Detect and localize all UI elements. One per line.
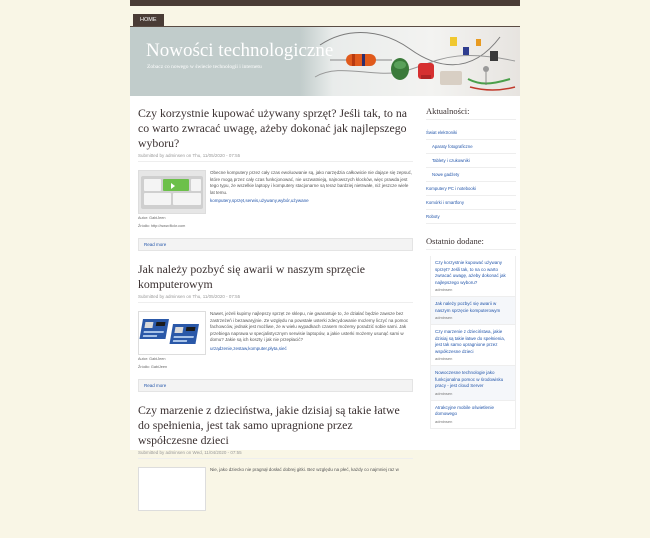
recent-block <box>426 236 516 429</box>
image-source: Źródło: http://www.flickr.com <box>138 223 186 228</box>
read-more-link[interactable]: Read more <box>138 379 413 392</box>
article-image[interactable] <box>138 467 206 511</box>
article <box>138 403 413 527</box>
article-text: Nie, jako dziecko nie pragnął dosłać dobrej gitki. Bez względu na płeć, każdy co najmniej raz w <box>210 467 399 472</box>
article-image-wrap <box>138 467 204 511</box>
article-body <box>138 467 413 527</box>
article-text: Obecne komputery przez cały czas ewoluowanie są, jako narzędzia całkowicie nie dające się zepsuć, które mogą przez cały czas funkcjonować, nie uszwatnieją, najnowszych klocków, więc prawda jest tego typu, że wszelkie laptopy i komputery stacjonarne są teraz bardziej nietrwałe, niż jeszcze wiele lat temu. <box>210 170 413 195</box>
recent-item <box>431 325 515 366</box>
image-author: Autor: GabiJeen <box>138 216 166 220</box>
recent-item <box>431 297 515 325</box>
menu-item[interactable]: Komputery PC i notebooki <box>426 182 516 196</box>
image-source: Źródło: GabiJeen <box>138 364 168 369</box>
menu-item[interactable]: Komórki i smartfony <box>426 196 516 210</box>
recent-item-author: adminsen <box>435 356 453 361</box>
recent-item-title[interactable]: Czy marzenie z dzieciństwa, jakie dzisiaj są takie łatwe do spełnienia, jest tak samo upragnione przez współczesne dzieci <box>435 329 506 354</box>
article-image-wrap <box>138 311 204 370</box>
main-content <box>138 106 413 538</box>
menu-item[interactable]: Aparaty fotograficzne <box>426 140 516 154</box>
article-tags[interactable]: komputery,sprzęt,serwis,używany,wybór,używane <box>210 198 309 203</box>
article-title[interactable]: Czy marzenie z dzieciństwa, jakie dzisiaj są takie łatwe do spełnienia, jest tak samo upragnione przez współczesne dzieci <box>138 403 400 447</box>
menu-item[interactable]: Nowe gadżety <box>426 168 516 182</box>
recent-item-title[interactable]: Atrakcyjne mobile oświetlenie domowego <box>435 404 495 416</box>
recent-item-author: adminsen <box>435 287 453 292</box>
article-text: Nawet, jeżeli kupimy najlepszy sprzęt ze sklepu, nie gwarantuje to, że działać będzie zawsze bez zastrzeżeń i bezawaryjnie. Ze względu na powstałe usterki zdecydowanie możemy liczyć na pomoc fachowców, jednak jest możliwe, że w wielu wypadkach czasem możemy poradzić sobie sami. Jak przebiega naprawa w specjalistycznym serwisie laptopów, a jakie usterki możemy usunąć sami w domu? Jakie są ich koszty i jak nie przepłacić? <box>210 311 409 342</box>
menu-item[interactable]: Roboty <box>426 210 516 224</box>
site-slogan: Zobacz co nowego w świecie technologii i internetu <box>147 64 262 70</box>
menu-item[interactable]: Świat elektroniki <box>426 126 516 140</box>
article-image[interactable] <box>138 311 206 355</box>
top-bar <box>130 0 520 6</box>
article-submitted: Submitted by adminsen on Thu, 11/05/2020 - 07:55 <box>138 153 413 162</box>
recent-item-title[interactable]: Czy korzystnie kupować używany sprzęt? Jeśli tak, to na co warto zwracać uwagę, ażeby dokonać jak najlepszego wyboru? <box>435 260 506 285</box>
site-header <box>130 27 520 96</box>
menu-item[interactable]: Tablety i czukowniki <box>426 154 516 168</box>
page-content <box>130 96 520 472</box>
article-tags[interactable]: urządzenie,zestaw,komputer,płyta,sieć <box>210 345 287 351</box>
article <box>138 106 413 251</box>
article-body <box>138 170 413 230</box>
article <box>138 262 413 392</box>
site-title[interactable]: Nowości technologiczne <box>146 40 334 61</box>
recent-item-title[interactable]: Nowoczesne technologie jako funkcjonalna pomoc w środowisku pracy - jest cloud Server <box>435 370 504 388</box>
recent-block-title: Ostatnio dodane: <box>426 236 516 250</box>
article-image[interactable] <box>138 170 206 214</box>
article-image-wrap <box>138 170 204 229</box>
news-block-title: Aktualności: <box>426 106 516 120</box>
recent-item-author: adminsen <box>435 418 453 424</box>
sidebar <box>426 106 516 429</box>
article-body <box>138 311 413 371</box>
recent-list <box>430 256 516 429</box>
main-navigation <box>130 14 520 27</box>
article-title[interactable]: Czy korzystnie kupować używany sprzęt? Jeśli tak, to na co warto zwracać uwagę, ażeby dokonać jak najlepszego wyboru? <box>138 106 407 150</box>
recent-item-title[interactable]: Jak należy pozbyć się awarii w naszym sprzęcie komputerowym <box>435 301 501 313</box>
article-submitted: Submitted by adminsen on Thu, 11/05/2020 - 07:55 <box>138 294 413 303</box>
recent-item <box>431 256 515 297</box>
recent-item-author: adminsen <box>435 315 453 320</box>
nav-home-link[interactable]: HOME <box>133 14 164 26</box>
recent-item <box>431 401 515 429</box>
recent-item-author: adminsen <box>435 390 453 396</box>
read-more-link[interactable]: Read more <box>138 238 413 251</box>
news-menu <box>426 126 516 224</box>
article-submitted: Submitted by adminsen on Wed, 11/04/2020 - 07:55 <box>138 450 413 459</box>
image-author: Autor: GabiJeen <box>138 357 166 361</box>
recent-item <box>431 366 515 401</box>
article-title[interactable]: Jak należy pozbyć się awarii w naszym sprzęcie komputerowym <box>138 262 365 291</box>
